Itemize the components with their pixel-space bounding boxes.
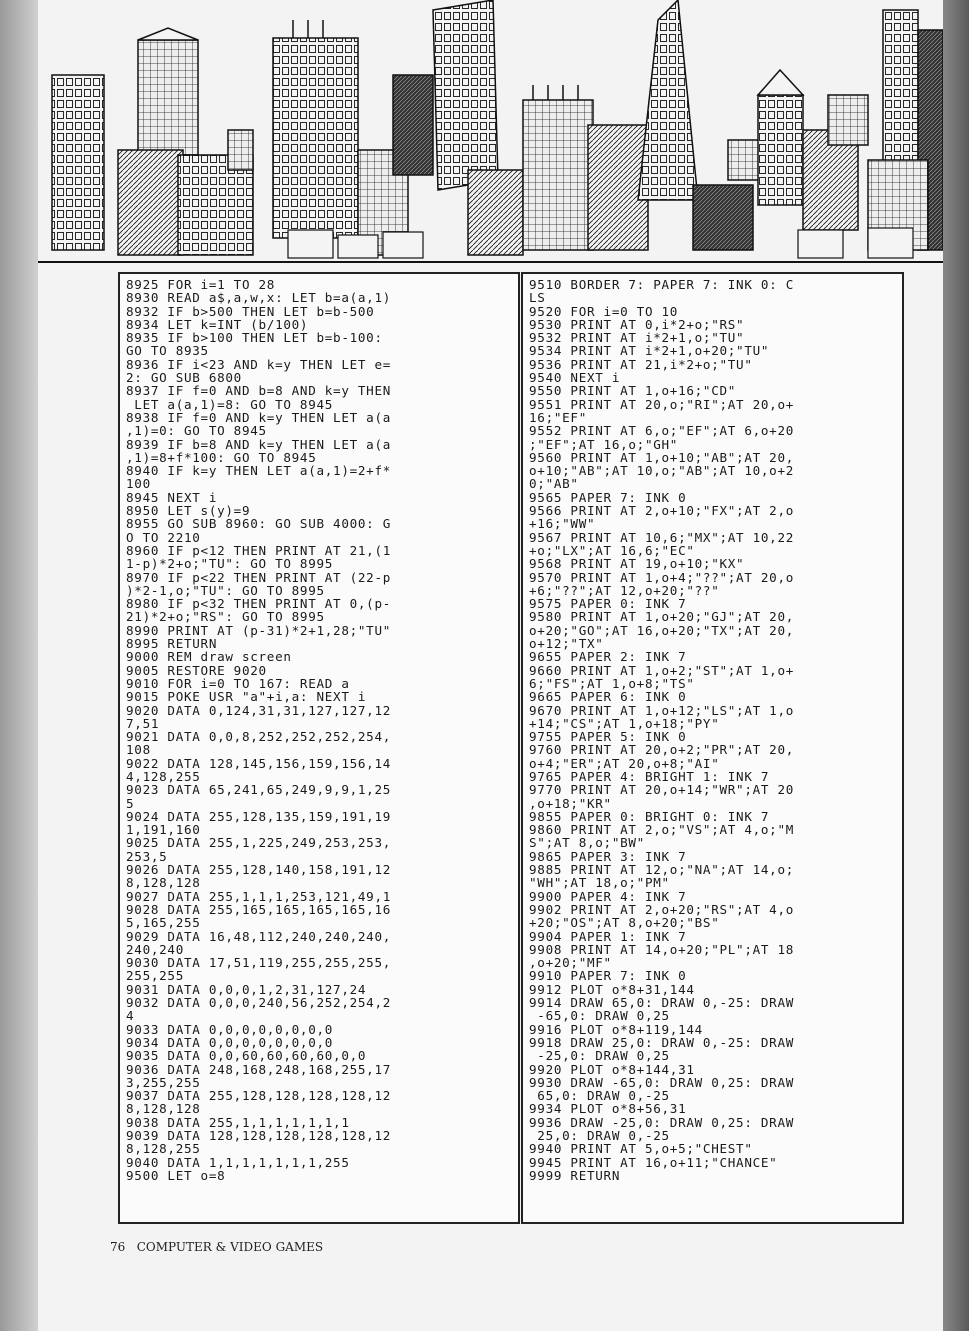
code-line: 9520 FOR i=0 TO 10 [529,303,679,319]
code-line: 9918 DRAW 25,0: DRAW 0,-25: DRAW [529,1034,795,1050]
code-line: 8932 IF b>500 THEN LET b=b-500 [126,303,375,319]
code-line: 9040 DATA 1,1,1,1,1,1,1,255 [126,1154,350,1170]
code-line: +6;"??";AT 12,o+20;"??" [529,582,720,598]
code-line: 9550 PRINT AT 1,o+16;"CD" [529,383,737,399]
code-line: 9575 PAPER 0: INK 7 [529,596,687,612]
code-line: ,o+20;"MF" [529,955,612,971]
code-line: 9028 DATA 255,165,165,165,165,16 [126,901,392,917]
code-line: 9033 DATA 0,0,0,0,0,0,0,0 [126,1021,334,1037]
code-line: 9904 PAPER 1: INK 7 [529,928,687,944]
code-line: 9015 POKE USR "a"+i,a: NEXT i [126,689,367,705]
code-line: 9908 PRINT AT 14,o+20;"PL";AT 18 [529,941,795,957]
code-line: 9930 DRAW -65,0: DRAW 0,25: DRAW [529,1074,795,1090]
house [288,230,333,258]
code-line: 9021 DATA 0,0,8,252,252,252,254, [126,729,392,745]
code-line: 5,165,255 [126,915,201,931]
code-line: ;"EF";AT 16,o;"GH" [529,436,679,452]
code-line: 6;"FS";AT 1,o+8;"TS" [529,675,695,691]
code-line: GO TO 8935 [126,343,209,359]
code-line: 9912 PLOT o*8+31,144 [529,981,695,997]
code-line: 253,5 [126,848,168,864]
code-line: LS [529,290,546,306]
code-line: o+4;"ER";AT 20,o+8;"AI" [529,755,720,771]
code-line: 8939 IF b=8 AND k=y THEN LET a(a [126,436,392,452]
code-line: 9760 PRINT AT 20,o+2;"PR";AT 20, [529,742,795,758]
code-line: 8955 GO SUB 8960: GO SUB 4000: G [126,516,392,532]
code-line: 9024 DATA 255,128,135,159,191,19 [126,808,392,824]
code-line: 9510 BORDER 7: PAPER 7: INK 0: C [529,277,795,292]
building [228,130,253,170]
building [828,95,868,145]
code-line: 9035 DATA 0,0,60,60,60,60,0,0 [126,1048,367,1064]
code-line: 9670 PRINT AT 1,o+12;"LS";AT 1,o [529,702,795,718]
code-line: 9770 PRINT AT 20,o+14;"WR";AT 20 [529,782,795,798]
code-line: 9565 PAPER 7: INK 0 [529,489,687,505]
code-line: 9023 DATA 65,241,65,249,9,9,1,25 [126,782,392,798]
code-line: 1,191,160 [126,822,201,838]
code-line: 9022 DATA 128,145,156,159,156,14 [126,755,392,771]
code-line: 2: GO SUB 6800 [126,370,242,386]
code-line: o+12;"TX" [529,636,604,652]
code-line: o+20;"GO";AT 16,o+20;"TX";AT 20, [529,622,795,638]
building [52,75,104,250]
building [433,0,498,190]
house [868,228,913,258]
code-line: 9020 DATA 0,124,31,31,127,127,12 [126,702,392,718]
code-line: 9940 PRINT AT 5,o+5;"CHEST" [529,1141,753,1157]
city-skyline-illustration [38,0,943,270]
code-line: 9567 PRINT AT 10,6;"MX";AT 10,22 [529,529,795,545]
code-line: 9010 FOR i=0 TO 167: READ a [126,675,350,691]
code-line: 9530 PRINT AT 0,i*2+o;"RS" [529,316,745,332]
building [118,150,183,255]
code-line: 9540 NEXT i [529,370,621,386]
code-line: 9036 DATA 248,168,248,168,255,17 [126,1061,392,1077]
code-line: 8,128,255 [126,1141,201,1157]
code-line: 9500 LET o=8 [126,1167,226,1183]
code-line: 9552 PRINT AT 6,o;"EF";AT 6,o+20 [529,423,795,439]
code-line: 9027 DATA 255,1,1,1,253,121,49,1 [126,888,392,904]
code-line: 8,128,128 [126,1101,201,1117]
code-line: ,1)=8+f*100: GO TO 8945 [126,449,317,465]
code-line: 9999 RETURN [529,1167,621,1183]
code-line: 9900 PAPER 4: INK 7 [529,888,687,904]
code-line: +14;"CS";AT 1,o+18;"PY" [529,715,720,731]
building [273,38,358,238]
code-line: 9936 DRAW -25,0: DRAW 0,25: DRAW [529,1114,795,1130]
code-line: 255,255 [126,968,184,984]
code-line: 9560 PRINT AT 1,o+10;"AB";AT 20, [529,449,795,465]
code-line: 8925 FOR i=1 TO 28 [126,277,276,292]
code-line: 9566 PRINT AT 2,o+10;"FX";AT 2,o [529,503,795,519]
code-line: 9910 PAPER 7: INK 0 [529,968,687,984]
basic-listing-right [521,272,904,1224]
code-line: -65,0: DRAW 0,25 [529,1008,670,1024]
code-line: 9916 PLOT o*8+119,144 [529,1021,703,1037]
code-line: 8945 NEXT i [126,489,218,505]
page-number: 76 [110,1240,126,1254]
basic-listing-left [118,272,520,1224]
code-line: 9934 PLOT o*8+56,31 [529,1101,687,1117]
code-line: +o;"LX";AT 16,6;"EC" [529,542,695,558]
code-line: 9038 DATA 255,1,1,1,1,1,1,1 [126,1114,350,1130]
code-line: 21)*2+o;"RS": GO TO 8995 [126,609,325,625]
code-line: 108 [126,742,151,758]
page-edge [943,0,969,1331]
code-line: 8950 LET s(y)=9 [126,503,251,519]
code-line: 9885 PRINT AT 12,o;"NA";AT 14,o; [529,862,795,878]
code-line: 9536 PRINT AT 21,i*2+o;"TU" [529,356,753,372]
code-line: 3,255,255 [126,1074,201,1090]
code-line: S";AT 8,o;"BW" [529,835,645,851]
code-line: 9570 PRINT AT 1,o+4;"??";AT 20,o [529,569,795,585]
code-line: 9034 DATA 0,0,0,0,0,0,0,0 [126,1034,334,1050]
code-line: o+10;"AB";AT 10,o;"AB";AT 10,o+2 [529,463,795,479]
code-line: 9032 DATA 0,0,0,240,56,252,254,2 [126,995,392,1011]
house [338,235,378,258]
code-line: 65,0: DRAW 0,-25 [529,1088,670,1104]
code-line: -25,0: DRAW 0,25 [529,1048,670,1064]
code-line: 240,240 [126,941,184,957]
code-line: 9655 PAPER 2: INK 7 [529,649,687,665]
code-line: ,1)=0: GO TO 8945 [126,423,267,439]
code-line: 9902 PRINT AT 2,o+20;"RS";AT 4,o [529,901,795,917]
code-line: 9031 DATA 0,0,0,1,2,31,127,24 [126,981,367,997]
code-line: 9025 DATA 255,1,225,249,253,253, [126,835,392,851]
code-line: 8995 RETURN [126,636,218,652]
code-line: 9665 PAPER 6: INK 0 [529,689,687,705]
code-line: LET a(a,1)=8: GO TO 8945 [126,396,334,412]
code-line: 8980 IF p<32 THEN PRINT AT 0,(p- [126,596,392,612]
code-line: 4 [126,1008,135,1024]
code-line: 1-p)*2+o;"TU": GO TO 8995 [126,556,334,572]
code-line: 16;"EF" [529,409,587,425]
code-line: 9026 DATA 255,128,140,158,191,12 [126,862,392,878]
code-line: 9860 PRINT AT 2,o;"VS";AT 4,o;"M [529,822,795,838]
code-line: O TO 2210 [126,529,201,545]
code-line: 9920 PLOT o*8+144,31 [529,1061,695,1077]
code-line: 8935 IF b>100 THEN LET b=b-100: [126,330,383,346]
code-line: 9039 DATA 128,128,128,128,128,12 [126,1128,392,1143]
code-line: 8938 IF f=0 AND k=y THEN LET a(a [126,409,392,425]
code-line: 9532 PRINT AT i*2+1,o;"TU" [529,330,745,346]
code-line: 9568 PRINT AT 19,o+10;"KX" [529,556,745,572]
code-line: 25,0: DRAW 0,-25 [529,1128,670,1143]
code-line: "WH";AT 18,o;"PM" [529,875,670,891]
building [393,75,433,175]
code-line: 9005 RESTORE 9020 [126,662,267,678]
code-line: 4,128,255 [126,768,201,784]
page-footer [110,1240,323,1254]
code-line: ,o+18;"KR" [529,795,612,811]
code-line: 9660 PRINT AT 1,o+2;"ST";AT 1,o+ [529,662,795,678]
code-line: 8936 IF i<23 AND k=y THEN LET e= [126,356,392,372]
code-line: 8930 READ a$,a,w,x: LET b=a(a,1) [126,290,392,306]
publication-title: COMPUTER & VIDEO GAMES [136,1240,324,1254]
house [383,232,423,258]
code-line: 8940 IF k=y THEN LET a(a,1)=2+f* [126,463,392,479]
code-line: 8970 IF p<22 THEN PRINT AT (22-p [126,569,392,585]
code-line: 0;"AB" [529,476,579,492]
code-line: 100 [126,476,151,492]
code-line: 9755 PAPER 5: INK 0 [529,729,687,745]
code-line: 9029 DATA 16,48,112,240,240,240, [126,928,392,944]
code-line: 5 [126,795,135,811]
building [758,95,803,205]
code-line: 9945 PRINT AT 16,o+11;"CHANCE" [529,1154,778,1170]
code-line: 9000 REM draw screen [126,649,292,665]
code-line: +20;"OS";AT 8,o+20;"BS" [529,915,720,931]
code-line: 9551 PRINT AT 20,o;"RI";AT 20,o+ [529,396,795,412]
code-line: 8934 LET k=INT (b/100) [126,316,309,332]
code-line: 9765 PAPER 4: BRIGHT 1: INK 7 [529,768,770,784]
code-line: 9865 PAPER 3: INK 7 [529,848,687,864]
building [523,100,593,250]
code-line: 9580 PRINT AT 1,o+20;"GJ";AT 20, [529,609,795,625]
code-line: 9855 PAPER 0: BRIGHT 0: INK 7 [529,808,770,824]
code-line: )*2-1,o;"TU": GO TO 8995 [126,582,325,598]
code-line: 8,128,128 [126,875,201,891]
code-line: 9030 DATA 17,51,119,255,255,255, [126,955,392,971]
code-line: 8937 IF f=0 AND b=8 AND k=y THEN [126,383,392,399]
code-line: 8960 IF p<12 THEN PRINT AT 21,(1 [126,542,392,558]
code-line: 8990 PRINT AT (p-31)*2+1,28;"TU" [126,622,392,638]
code-line: 9534 PRINT AT i*2+1,o+20;"TU" [529,343,770,359]
building [468,170,523,255]
building [883,10,918,180]
page-binding-shadow [0,0,38,1331]
code-line: 7,51 [126,715,160,731]
code-line: 9037 DATA 255,128,128,128,128,12 [126,1088,392,1104]
code-line: 9914 DRAW 65,0: DRAW 0,-25: DRAW [529,995,795,1011]
house [798,230,843,258]
building [693,185,753,250]
code-line: +16;"WW" [529,516,596,532]
